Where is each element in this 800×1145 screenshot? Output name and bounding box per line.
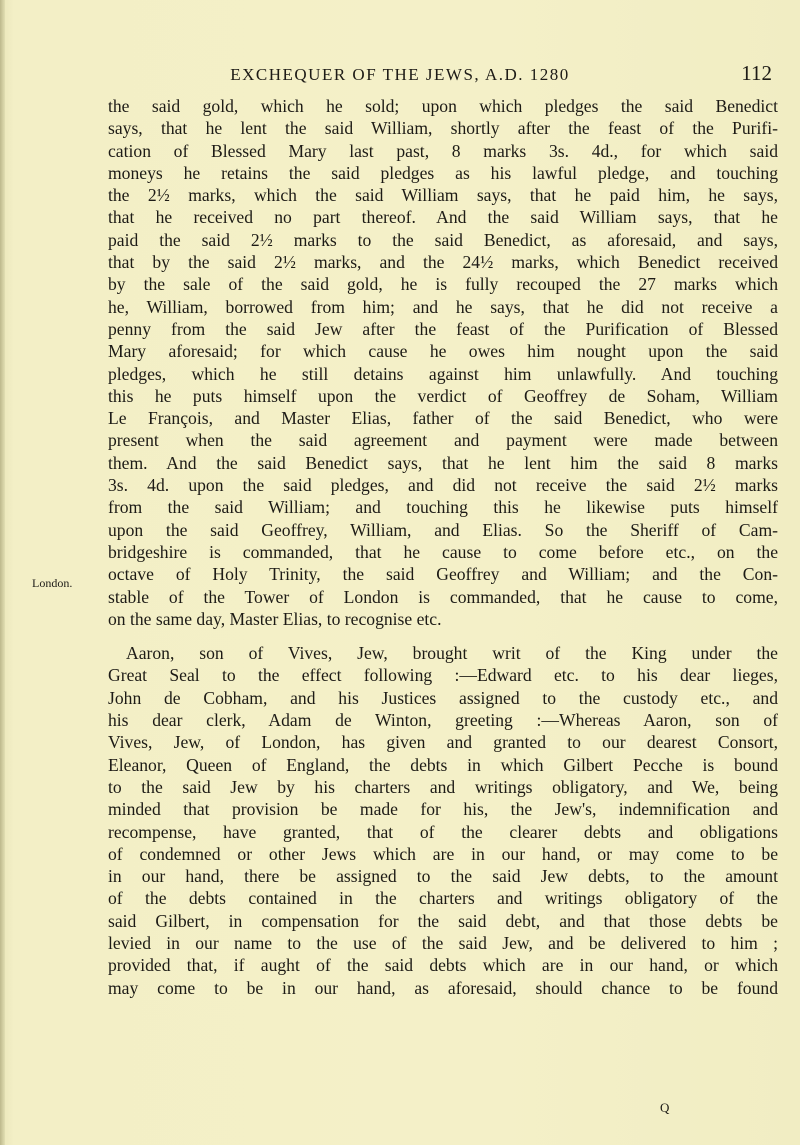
text-line: minded that provision be made for his, the Jew's, indemnification and — [108, 799, 778, 820]
text-line: he, William, borrowed from him; and he says, that he did not receive a — [108, 296, 778, 317]
text-line: said Gilbert, in compensation for the said debt, and that those debts be — [108, 910, 778, 931]
text-line: 3s. 4d. upon the said pledges, and did not receive the said 2½ marks — [108, 475, 778, 496]
text-line: stable of the Tower of London is commanded, that he cause to come, — [108, 586, 778, 607]
running-title: EXCHEQUER OF THE JEWS, A.D. 1280 — [230, 65, 570, 84]
text-line: of condemned or other Jews which are in our hand, or may come to be — [108, 843, 778, 864]
text-line: bridgeshire is commanded, that he cause to come before etc., on the — [108, 541, 778, 562]
text-line: Vives, Jew, of London, has given and granted to our dearest Consort, — [108, 732, 778, 753]
text-line: them. And the said Benedict says, that he lent him the said 8 marks — [108, 452, 778, 473]
text-line: in our hand, there be assigned to the said Jew debts, to the amount — [108, 866, 778, 887]
text-line: his dear clerk, Adam de Winton, greeting :—Whereas Aaron, son of — [108, 710, 778, 731]
text-line: pledges, which he still detains against him unlawfully. And touching — [108, 363, 778, 384]
text-line: paid the said 2½ marks to the said Benedict, as aforesaid, and says, — [108, 229, 778, 250]
text-line: on the same day, Master Elias, to recognise etc. — [108, 608, 442, 629]
text-line: Mary aforesaid; for which cause he owes him nought upon the said — [108, 341, 778, 362]
text-line: that by the said 2½ marks, and the 24½ marks, which Benedict received — [108, 252, 778, 273]
text-line: penny from the said Jew after the feast of the Purification of Blessed — [108, 318, 778, 339]
text-line: Eleanor, Queen of England, the debts in which Gilbert Pecche is bound — [108, 754, 778, 775]
text-line: the said gold, which he sold; upon which pledges the said Benedict — [108, 96, 778, 116]
text-line: says, that he lent the said William, shortly after the feast of the Purifi- — [108, 118, 778, 139]
text-line: Aaron, son of Vives, Jew, brought writ of the King under the — [126, 643, 778, 664]
text-line: present when the said agreement and payment were made between — [108, 430, 778, 451]
signature-mark: Q — [660, 1100, 670, 1115]
text-line: octave of Holy Trinity, the said Geoffrey and William; and the Con- — [108, 564, 778, 585]
text-line: of the debts contained in the charters and writings obligatory of the — [108, 888, 778, 909]
text-line: that he received no part thereof. And the said William says, that he — [108, 207, 778, 228]
page-number: 112 — [741, 61, 772, 85]
text-line: by the sale of the said gold, he is fully recouped the 27 marks which — [108, 274, 778, 295]
text-line: moneys he retains the said pledges as his lawful pledge, and touching — [108, 162, 778, 183]
text-line: cation of Blessed Mary last past, 8 marks 3s. 4d., for which said — [108, 140, 778, 161]
text-line: Great Seal to the effect following :—Edward etc. to his dear lieges, — [108, 665, 778, 686]
text-line: this he puts himself upon the verdict of Geoffrey de Soham, William — [108, 385, 778, 406]
paragraph-1 — [108, 95, 778, 630]
paragraph-2 — [108, 642, 778, 999]
text-line: upon the said Geoffrey, William, and Elias. So the Sheriff of Cam- — [108, 519, 778, 540]
text-line: from the said William; and touching this he likewise puts himself — [108, 497, 778, 518]
text-line: provided that, if aught of the said debts which are in our hand, or which — [108, 955, 778, 976]
page-edge — [0, 0, 5, 1145]
text-line: John de Cobham, and his Justices assigned to the custody etc., and — [108, 687, 778, 708]
text-line: to the said Jew by his charters and writings obligatory, and We, being — [108, 776, 778, 797]
text-line: levied in our name to the use of the said Jew, and be delivered to him ; — [108, 932, 778, 953]
text-line: recompense, have granted, that of the clearer debts and obligations — [108, 821, 778, 842]
margin-note-london: London. — [32, 576, 73, 590]
text-line: the 2½ marks, which the said William says, that he paid him, he says, — [108, 185, 778, 206]
body-text — [108, 95, 778, 999]
text-line: may come to be in our hand, as aforesaid, should chance to be found — [108, 977, 778, 998]
text-line: Le François, and Master Elias, father of the said Benedict, who were — [108, 408, 778, 429]
paragraph-gap — [108, 630, 778, 642]
